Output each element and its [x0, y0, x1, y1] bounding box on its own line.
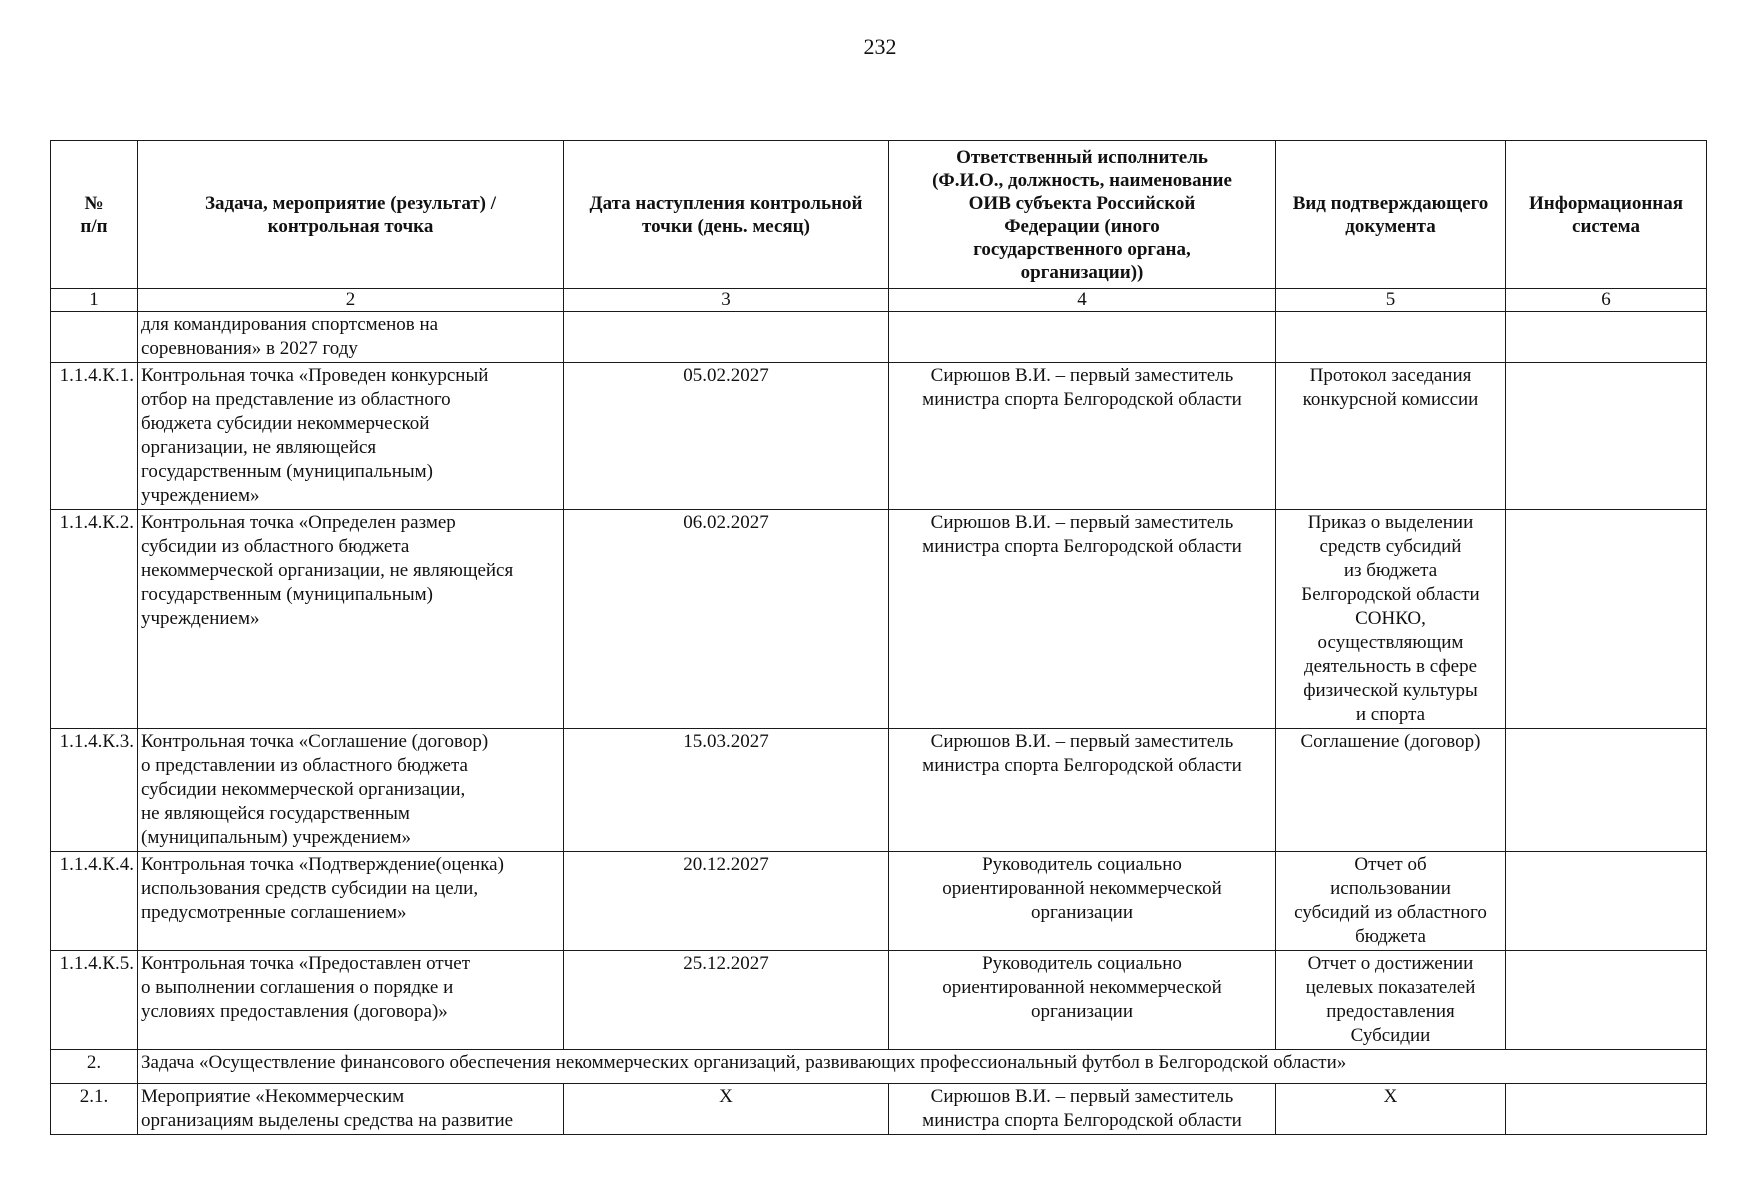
- row-number: 1.1.4.К.1.: [51, 363, 138, 510]
- row-executor: Руководитель социально ориентированной некоммерческой организации: [889, 852, 1276, 951]
- row-date: Х: [564, 1084, 889, 1135]
- row-system: [1506, 729, 1707, 852]
- row-system: [1506, 312, 1707, 363]
- row-document: [1276, 312, 1506, 363]
- task-number: 2.: [51, 1050, 138, 1084]
- task-title: Задача «Осуществление финансового обеспечения некоммерческих организаций, развивающих профессиональный футбол в Белгородской области»: [138, 1050, 1707, 1084]
- row-number: 2.1.: [51, 1084, 138, 1135]
- column-number: 4: [889, 289, 1276, 312]
- row-date: 05.02.2027: [564, 363, 889, 510]
- column-number: 5: [1276, 289, 1506, 312]
- row-task: для командирования спортсменов на соревнования» в 2027 году: [138, 312, 564, 363]
- table-row: [51, 363, 1707, 510]
- row-document: Х: [1276, 1084, 1506, 1135]
- row-date: 25.12.2027: [564, 951, 889, 1050]
- row-date: 15.03.2027: [564, 729, 889, 852]
- column-numbers-row: [51, 289, 1707, 312]
- row-document: Отчет о достижении целевых показателей предоставления Субсидии: [1276, 951, 1506, 1050]
- header-document: Вид подтверждающего документа: [1276, 141, 1506, 289]
- row-number: [51, 312, 138, 363]
- row-task: Мероприятие «Некоммерческим организациям выделены средства на развитие: [138, 1084, 564, 1135]
- row-system: [1506, 951, 1707, 1050]
- table-row: [51, 1084, 1707, 1135]
- row-task: Контрольная точка «Проведен конкурсный отбор на представление из областного бюджета субсидии некоммерческой организации, не являющейся государственным (муниципальным) учреждением»: [138, 363, 564, 510]
- row-system: [1506, 1084, 1707, 1135]
- row-document: Протокол заседания конкурсной комиссии: [1276, 363, 1506, 510]
- header-date: Дата наступления контрольной точки (день. месяц): [564, 141, 889, 289]
- row-number: 1.1.4.К.3.: [51, 729, 138, 852]
- row-executor: Сирюшов В.И. – первый заместитель министра спорта Белгородской области: [889, 729, 1276, 852]
- table-row: [51, 510, 1707, 729]
- header-system: Информационная система: [1506, 141, 1707, 289]
- header-number: № п/п: [51, 141, 138, 289]
- column-number: 3: [564, 289, 889, 312]
- control-points-table: [50, 140, 1707, 1135]
- row-executor: Сирюшов В.И. – первый заместитель министра спорта Белгородской области: [889, 1084, 1276, 1135]
- row-date: 06.02.2027: [564, 510, 889, 729]
- header-executor: Ответственный исполнитель (Ф.И.О., должность, наименование ОИВ субъекта Российской Федерации (иного государственного органа, организации)): [889, 141, 1276, 289]
- row-system: [1506, 510, 1707, 729]
- table-row: [51, 951, 1707, 1050]
- row-date: [564, 312, 889, 363]
- table-row: [51, 852, 1707, 951]
- column-number: 6: [1506, 289, 1707, 312]
- row-number: 1.1.4.К.5.: [51, 951, 138, 1050]
- row-document: Отчет об использовании субсидий из областного бюджета: [1276, 852, 1506, 951]
- row-number: 1.1.4.К.2.: [51, 510, 138, 729]
- row-task: Контрольная точка «Предоставлен отчет о выполнении соглашения о порядке и условиях предоставления (договора)»: [138, 951, 564, 1050]
- row-executor: Сирюшов В.И. – первый заместитель министра спорта Белгородской области: [889, 363, 1276, 510]
- row-executor: [889, 312, 1276, 363]
- row-number: 1.1.4.К.4.: [51, 852, 138, 951]
- column-number: 2: [138, 289, 564, 312]
- row-task: Контрольная точка «Определен размер субсидии из областного бюджета некоммерческой организации, не являющейся государственным (муниципальным) учреждением»: [138, 510, 564, 729]
- column-number: 1: [51, 289, 138, 312]
- row-document: Приказ о выделении средств субсидий из бюджета Белгородской области СОНКО, осуществляющим деятельность в сфере физической культуры и спорта: [1276, 510, 1506, 729]
- row-task: Контрольная точка «Подтверждение(оценка) использования средств субсидии на цели, предусмотренные соглашением»: [138, 852, 564, 951]
- table-header-row: [51, 141, 1707, 289]
- row-task: Контрольная точка «Соглашение (договор) о представлении из областного бюджета субсидии некоммерческой организации, не являющейся государственным (муниципальным) учреждением»: [138, 729, 564, 852]
- row-executor: Сирюшов В.И. – первый заместитель министра спорта Белгородской области: [889, 510, 1276, 729]
- row-system: [1506, 852, 1707, 951]
- row-document: Соглашение (договор): [1276, 729, 1506, 852]
- table-row: [51, 312, 1707, 363]
- header-task: Задача, мероприятие (результат) / контрольная точка: [138, 141, 564, 289]
- task-row: [51, 1050, 1707, 1084]
- row-system: [1506, 363, 1707, 510]
- row-executor: Руководитель социально ориентированной некоммерческой организации: [889, 951, 1276, 1050]
- table-row: [51, 729, 1707, 852]
- page-number: 232: [863, 34, 897, 59]
- row-date: 20.12.2027: [564, 852, 889, 951]
